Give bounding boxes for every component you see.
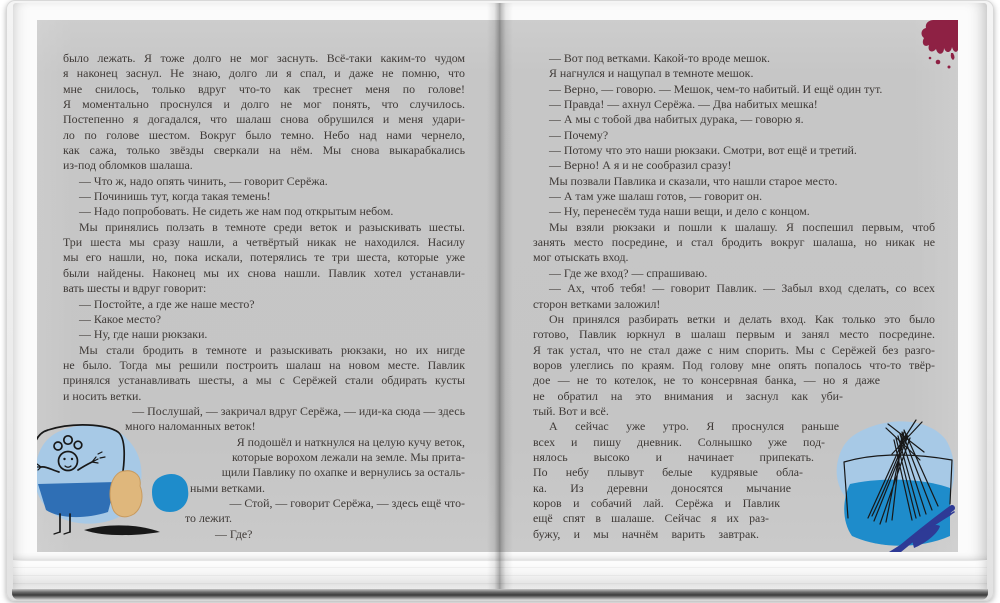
text-line: Мы взяли рюкзаки и пошли к шалашу. Я поспешил первым, чтоб [549, 219, 935, 234]
text-line: как сажа, только звёзды сверкали на нём. Мы снова выкарабкались [63, 143, 465, 158]
text-line: — Ну, где наши рюкзаки. [79, 327, 208, 342]
text-line: то лежит. [185, 511, 233, 526]
text-line: — Где же вход? — спрашиваю. [549, 265, 708, 280]
text-line: — Какое место? [79, 311, 162, 326]
text-line: тый. Вот и всё. [533, 403, 609, 418]
text-line: Я подошёл и наткнулся на целую кучу веток, [236, 434, 465, 449]
text-line: — А там уже шалаш готов, — говорит он. [549, 189, 763, 204]
text-line: — Верно, — говорю. — Мешок, чем-то набитый. И ещё один тут. [549, 81, 883, 96]
maroon-splat [922, 20, 958, 69]
text-line: ными ветками. [190, 480, 265, 495]
text-line: много наломанных веток! [125, 419, 256, 434]
text-line: коров и собачий лай. Серёжа и Павлик [533, 495, 780, 510]
text-line: нялось высоко и начинает припекать. [533, 449, 814, 464]
deep-blue-boat-shape [38, 482, 116, 517]
text-line: мне снилось, только вдруг что-то как треснет меня по голове! [63, 81, 465, 96]
ink-shadow-streak [84, 525, 160, 535]
text-line: Я так устал, что не стал даже с ним спорить. Мы с Серёжей без разго- [533, 342, 935, 357]
text-line: По небу плывут белые кудрявые обла- [533, 465, 803, 480]
text-line: — Починишь тут, когда такая темень! [79, 189, 271, 204]
text-line: — Правда! — ахнул Серёжа. — Два набитых мешка! [549, 97, 818, 112]
text-line: Я нагнулся и нащупал в темноте мешок. [549, 66, 754, 81]
text-line: Мы принялись ползать в темноте среди веток и разыскивать шесты. [79, 219, 465, 234]
text-line: Мы позвали Павлика и сказали, что нашли старое место. [549, 173, 838, 188]
page-edge-stack [13, 560, 987, 589]
text-line: готово, Павлик юркнул в шалаш первым и занял место посредине. [533, 327, 935, 342]
text-line: — А мы с тобой два набитых дурака, — говорю я. [549, 112, 804, 127]
text-line: бужу, и мы начнём варить завтрак. [533, 526, 759, 541]
text-line: всех и пишу дневник. Солнышко уже под- [533, 434, 825, 449]
book-cover-bottom-edge [12, 589, 988, 600]
text-line: не было. Тогда мы решили построить шалаш на новом месте. Павлик [63, 357, 465, 372]
page-background-panel [37, 20, 958, 552]
text-line: мог отыскать вход. [533, 250, 629, 265]
text-line: — Ах, чтоб тебя! — говорит Павлик. — Забыл вход сделать, со всех [549, 281, 935, 296]
text-line: принялся устанавливать шесты, а мы с Серёжей стали обдирать кусты [63, 373, 465, 388]
text-line: было лежать. Я тоже долго не мог заснуть. Всё-таки каким-то чудом [63, 51, 465, 65]
text-line: Мы стали бродить в темноте и разыскивать рюкзаки, но их нигде [79, 342, 465, 357]
text-line: сторон ветками заложил! [533, 296, 661, 311]
text-line: ло по голове шестом. Вокруг было темно. Небо над нами чернело, [63, 127, 465, 142]
corner-paint-splash [918, 20, 958, 82]
right-page-illustration [828, 418, 958, 552]
text-line: ка. Из деревни доносятся мычание [533, 480, 791, 495]
text-line: — Постойте, а где же наше место? [79, 296, 255, 311]
text-line: вать шесты и вдруг говорит: [63, 281, 207, 296]
text-line: Три шеста мы сразу нашли, а четвёртый никак не находился. Насилу [63, 235, 465, 250]
text-line: — Верно! А я и не сообразил сразу! [549, 158, 732, 173]
text-line: — Потому что это наши рюкзаки. Смотри, вот ещё и третий. [549, 143, 857, 158]
text-line: не обратил на это внимания и заснул как уби- [533, 388, 843, 403]
text-line: из-под обломков шалаша. [63, 158, 193, 173]
text-line: — Где? [215, 526, 253, 541]
text-line: и носить ветки. [63, 388, 142, 403]
text-line: — Надо попробовать. Не сидеть же нам под открытым небом. [79, 204, 394, 219]
text-line: — Вот под ветками. Какой-то вроде мешок. [549, 51, 771, 65]
text-line: Он принялся разбирать ветки и делать вход. Как только это было [549, 311, 935, 326]
text-line: — Ну, перенесём туда наши вещи, и дело с концом. [549, 204, 810, 219]
left-page-illustration [37, 420, 198, 552]
text-line: — Послушай, — закричал вдруг Серёжа, — иди-ка сюда — здесь [132, 403, 465, 418]
text-line: — Что ж, надо опять чинить, — говорит Серёжа. [79, 173, 328, 188]
watercolor-blob-sky-blue [844, 480, 950, 546]
text-line: которые ворохом лежали на земле. Мы прита- [231, 449, 465, 464]
text-line: воров улеглись по краям. Под голову мне опять попалось что-то твёр- [533, 357, 935, 372]
text-line: А сейчас уже утро. Я проснулся раньше [549, 419, 839, 434]
text-line: мы его нашли, но, пока искали, потерялись те три шеста, которые уже [63, 250, 465, 265]
text-line: Я моментально проснулся и долго не мог понять, что случилось. [63, 97, 465, 112]
tan-paint-dab [110, 471, 142, 517]
text-line: — Почему? [549, 127, 609, 142]
text-line: я наконец заснул. Не знаю, долго ли я спал, и даже не помню, что [63, 66, 465, 81]
text-line: занять место посредине, и стал бродить вокруг шалаша, но никак не [533, 235, 935, 250]
text-line: дое — не то котелок, не то консервная банка, — но я даже [533, 373, 880, 388]
text-line: ещё спят в шалаше. Сейчас я их раз- [533, 511, 769, 526]
text-line: — Стой, — говорит Серёжа, — здесь ещё что- [229, 495, 465, 510]
text-line: Постепенно я догадался, что шалаш снова обрушился и меня удари- [63, 112, 465, 127]
text-line: щили Павлику по охапке и вернулись за осталь- [221, 465, 465, 480]
text-line: были найдены. Наконец мы их снова нашли. Павлик хотел устанавли- [63, 265, 465, 280]
blue-paint-dab [152, 474, 188, 512]
